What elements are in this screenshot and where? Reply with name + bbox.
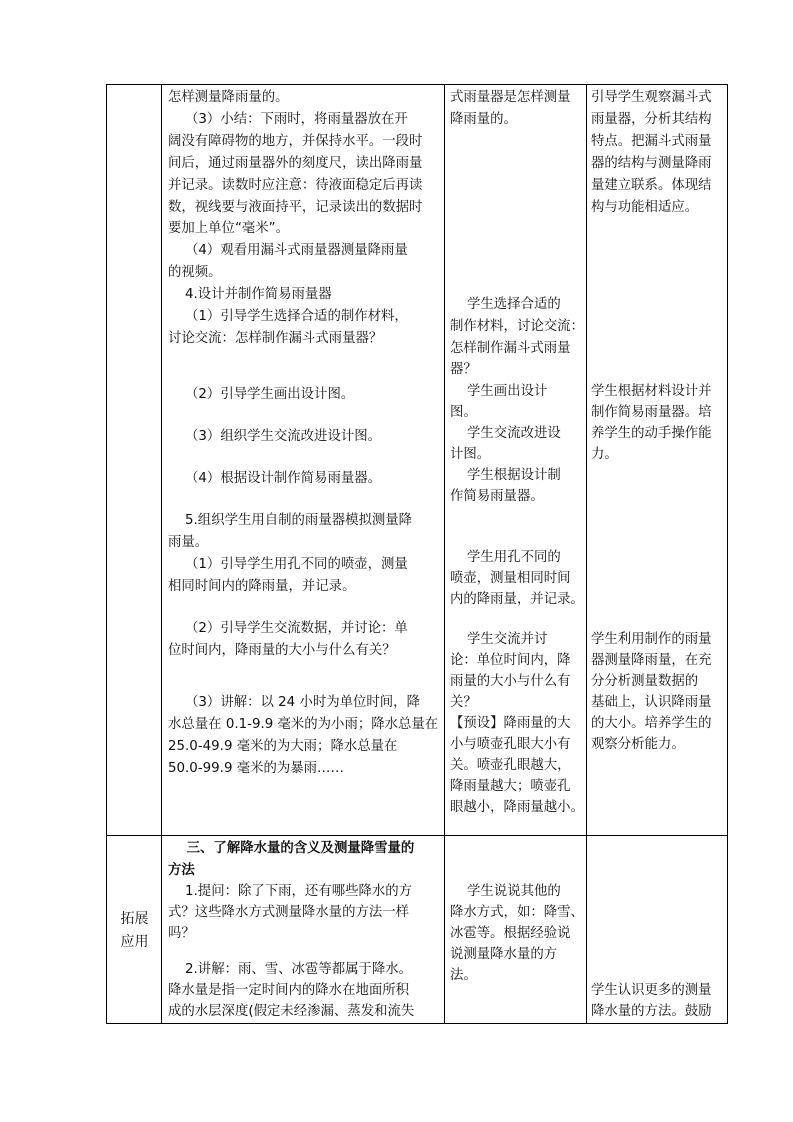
text-line: 式雨量器是怎样测量 [450, 90, 571, 105]
text-line: 1.提问：除了下雨，还有哪些降水的方 [168, 884, 413, 899]
text-line: 相同时间内的降雨量，并记录。 [168, 579, 356, 594]
text-line: 器？ [450, 362, 477, 377]
text-line: 特点。把漏斗式雨量 [591, 134, 712, 149]
text-line: 作简易雨量器。 [450, 489, 544, 504]
text-line: 学生认识更多的测量 [591, 983, 712, 998]
text-line: 关。喷壶孔眼越大， [450, 758, 571, 773]
stage-cell [107, 85, 162, 836]
text-line: 论：单位时间内，降 [450, 653, 571, 668]
text-line: 养学生的动手操作能 [591, 426, 712, 441]
text-line: 小与喷壶孔眼大小有 [450, 737, 571, 752]
teacher-activity-cell [162, 836, 445, 1024]
text-line: 位时间内，降雨量的大小与什么有关？ [168, 643, 396, 658]
stage-label: 拓展 [120, 911, 149, 927]
text-line: 学生选择合适的 [450, 297, 561, 312]
text-line: 阔没有障碍物的地方，并保持水平。一段时 [168, 134, 423, 149]
text-line: 学生画出设计 [450, 384, 548, 399]
text-line: 怎样测量降雨量的。 [168, 90, 289, 105]
design-intent-cell [587, 85, 728, 836]
text-line: 器测量降雨量，在充 [591, 653, 712, 668]
text-line: 学生说说其他的 [450, 884, 561, 899]
text-line: 降雨量越大；喷壶孔 [450, 779, 571, 794]
student-activity-cell [445, 836, 587, 1024]
text-line: 50.0-99.9 毫米的为暴雨…… [168, 761, 344, 776]
text-line: 并记录。读数时应注意：待液面稳定后再读 [168, 178, 423, 193]
text-line: 成的水层深度(假定未经渗漏、蒸发和流失 [168, 1004, 415, 1019]
text-line: （2）引导学生画出设计图。 [168, 387, 355, 402]
text-line: 基础上，认识降雨量 [591, 695, 712, 710]
text-line: 法。 [450, 968, 477, 983]
text-line: 怎样制作漏斗式雨量 [450, 341, 571, 356]
text-line: 眼越小，降雨量越小。 [450, 800, 584, 815]
text-line: （2）引导学生交流数据，并讨论：单 [168, 621, 408, 636]
text-line: 计图。 [450, 447, 491, 462]
text-line: 引导学生观察漏斗式 [591, 90, 712, 105]
text-line: 学生根据设计制 [450, 468, 561, 483]
text-line: 的大小。培养学生的 [591, 716, 712, 731]
text-line: 雨量。 [168, 535, 209, 550]
text-line: 内的降雨量，并记录。 [450, 592, 584, 607]
text-line: 2.讲解：雨、雪、冰雹等都属于降水。 [168, 962, 413, 977]
text-line: 要加上单位“毫米”。 [168, 221, 289, 236]
section-heading: 三、了解降水量的含义及测量降雪量的 [168, 841, 415, 856]
text-line: 25.0-49.9 毫米的为大雨；降水总量在 [168, 739, 398, 754]
text-line: （3）讲解：以 24 小时为单位时间，降 [168, 695, 420, 710]
text-line: 图。 [450, 405, 477, 420]
text-line: 观察分析能力。 [591, 737, 685, 752]
text-line: 力。 [591, 447, 618, 462]
text-line: 分分析测量数据的 [591, 674, 699, 689]
stage-label: 应用 [120, 934, 149, 950]
text-line: 降水方式，如：降雪、 [450, 905, 584, 920]
text-line: 【预设】降雨量的大 [450, 716, 571, 731]
text-line: 学生交流并讨 [450, 632, 548, 647]
stage-cell [107, 836, 162, 1024]
table-row [107, 85, 728, 836]
design-intent-cell [587, 836, 728, 1024]
text-line: 学生用孔不同的 [450, 550, 561, 565]
text-line: 器的结构与测量降雨 [591, 156, 712, 171]
text-line: （1）引导学生选择合适的制作材料， [168, 309, 408, 324]
teacher-activity-cell [162, 85, 445, 836]
text-line: 冰雹等。根据经验说 [450, 926, 571, 941]
text-line: 讨论交流：怎样制作漏斗式雨量器？ [168, 331, 383, 346]
text-line: 的视频。 [168, 265, 222, 280]
text-line: （4）观看用漏斗式雨量器测量降雨量 [168, 243, 408, 258]
text-line: （3）组织学生交流改进设计图。 [168, 429, 382, 444]
text-line: 量建立联系。体现结 [591, 178, 712, 193]
text-line: 学生利用制作的雨量 [591, 632, 712, 647]
text-line: 制作材料，讨论交流： [450, 319, 584, 334]
text-line: 构与功能相适应。 [591, 200, 699, 215]
text-line: 雨量的大小与什么有 [450, 674, 571, 689]
text-line: 4.设计并制作简易雨量器 [168, 287, 332, 302]
text-line: 学生交流改进设 [450, 426, 561, 441]
text-line: （3）小结：下雨时，将雨量器放在开 [168, 112, 408, 127]
text-line: 学生根据材料设计并 [591, 384, 712, 399]
text-line: 式？这些降水方式测量降水量的方法一样 [168, 905, 410, 920]
text-line: 数，视线要与液面持平，记录读出的数据时 [168, 200, 423, 215]
section-heading: 方法 [168, 863, 195, 878]
text-line: 降水量的方法。鼓励 [591, 1004, 712, 1019]
text-line: 降水量是指一定时间内的降水在地面所积 [168, 983, 410, 998]
text-line: 关？ [450, 695, 477, 710]
table-row [107, 836, 728, 1024]
text-line: 说测量降水量的方 [450, 947, 558, 962]
text-line: 5.组织学生用自制的雨量器模拟测量降 [168, 513, 413, 528]
lesson-plan-table [106, 84, 728, 1024]
student-activity-cell [445, 85, 587, 836]
text-line: （1）引导学生用孔不同的喷壶，测量 [168, 557, 408, 572]
text-line: 降雨量的。 [450, 112, 517, 127]
text-line: 吗？ [168, 926, 195, 941]
text-line: 喷壶，测量相同时间 [450, 571, 571, 586]
text-line: 间后，通过雨量器外的刻度尺，读出降雨量 [168, 156, 423, 171]
text-line: 雨量器，分析其结构 [591, 112, 712, 127]
text-line: 水总量在 0.1-9.9 毫米的为小雨；降水总量在 [168, 717, 439, 732]
text-line: 制作简易雨量器。培 [591, 405, 712, 420]
text-line: （4）根据设计制作简易雨量器。 [168, 471, 382, 486]
